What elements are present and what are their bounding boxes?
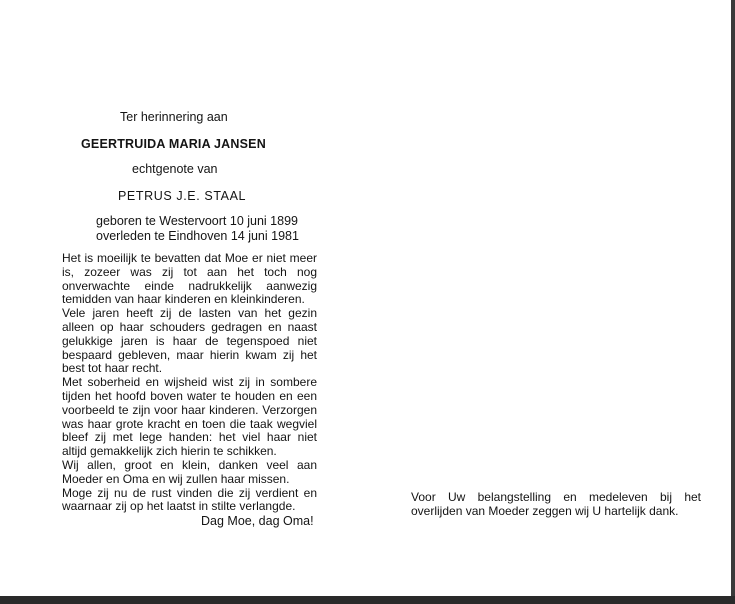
eulogy-paragraph: Met soberheid en wijsheid wist zij in sombere tijden het hoofd boven water te houden en een voorbeeld te zijn voor haar kinderen. Verzorgen was haar grote kracht en toen die taak wegviel bleef zij met lege handen: het viel haar niet altijd gemakkelijk zich hierin te schikken.: [62, 375, 317, 459]
spouse-name: PETRUS J.E. STAAL: [118, 189, 247, 203]
deceased-name: GEERTRUIDA MARIA JANSEN: [81, 137, 266, 151]
thank-you-note: Voor Uw belangstelling en medeleven bij het overlijden van Moeder zeggen wij U hartelijk dank.: [411, 490, 701, 518]
death-line: overleden te Eindhoven 14 juni 1981: [96, 229, 299, 243]
eulogy-paragraph: Vele jaren heeft zij de lasten van het gezin alleen op haar schouders gedragen en naast gelukkige jaren is haar de tegenspoed niet bespaard gebleven, maar hierin kwam zij het best tot haar recht.: [62, 306, 317, 376]
eulogy-paragraph: Moge zij nu de rust vinden die zij verdient en waarnaar zij op het laatst in stilte verlangde.: [62, 485, 317, 514]
life-dates: [96, 214, 299, 244]
eulogy-paragraph: Wij allen, groot en klein, danken veel aan Moeder en Oma en wij zullen haar missen.: [62, 457, 317, 486]
eulogy-paragraph: Het is moeilijk te bevatten dat Moe er niet meer is, zozeer was zij tot aan het toch nog onverwachte einde nadrukkelijk aanwezig temidden van haar kinderen en kleinkinderen.: [62, 251, 317, 307]
birth-line: geboren te Westervoort 10 juni 1899: [96, 214, 298, 228]
eulogy-text: [62, 252, 317, 514]
card-edge-right: [731, 0, 735, 604]
farewell-line: Dag Moe, dag Oma!: [201, 514, 314, 528]
card-edge-bottom: [0, 596, 735, 604]
intro-line: Ter herinnering aan: [120, 110, 228, 124]
spouse-label: echtgenote van: [132, 162, 218, 176]
